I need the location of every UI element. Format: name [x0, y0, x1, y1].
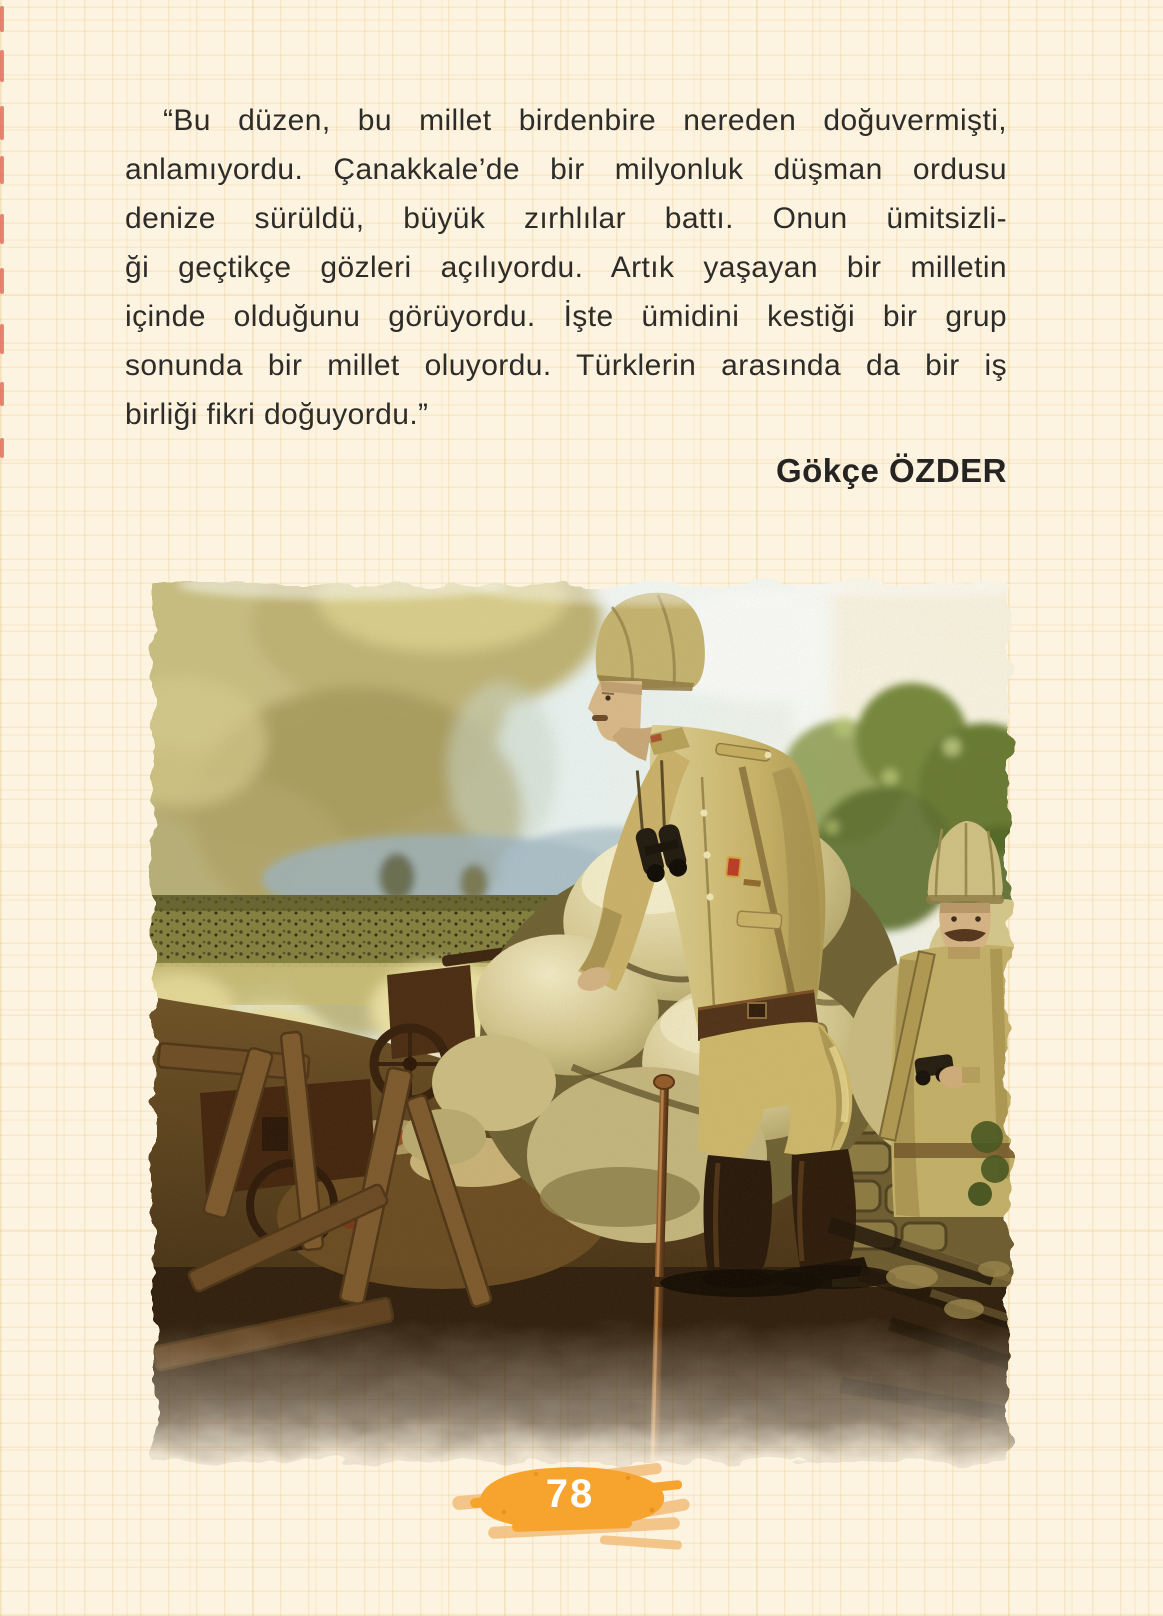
quote-line-4: ği geçtikçe gözleri açılıyordu. Artık yaşayan bir milletin [125, 251, 1007, 284]
quote-paragraph [125, 96, 1007, 439]
page-number-splash [452, 1448, 692, 1560]
quote-line-6: sonunda bir millet oluyordu. Türklerin arasında da bir iş [125, 349, 1007, 382]
quote-line-5: içinde olduğunu görüyordu. İşte ümidini kestiği bir grup [125, 300, 1007, 333]
quote-line-1: “Bu düzen, bu millet birdenbire nereden doğuvermişti, [163, 104, 1007, 137]
quote-line-7: birliği fikri doğuyordu.” [125, 398, 429, 431]
quote-line-2: anlamıyordu. Çanakkale’de bir milyonluk düşman ordusu [125, 153, 1007, 186]
author-name: Gökçe ÖZDER [775, 452, 1007, 489]
quote-line-3: denize sürüldü, büyük zırhlılar battı. Onun ümitsizli- [125, 202, 1007, 235]
page-number: 78 [545, 1472, 595, 1516]
gallipoli-painting [142, 577, 1021, 1495]
left-edge-red-dashes [0, 0, 6, 520]
